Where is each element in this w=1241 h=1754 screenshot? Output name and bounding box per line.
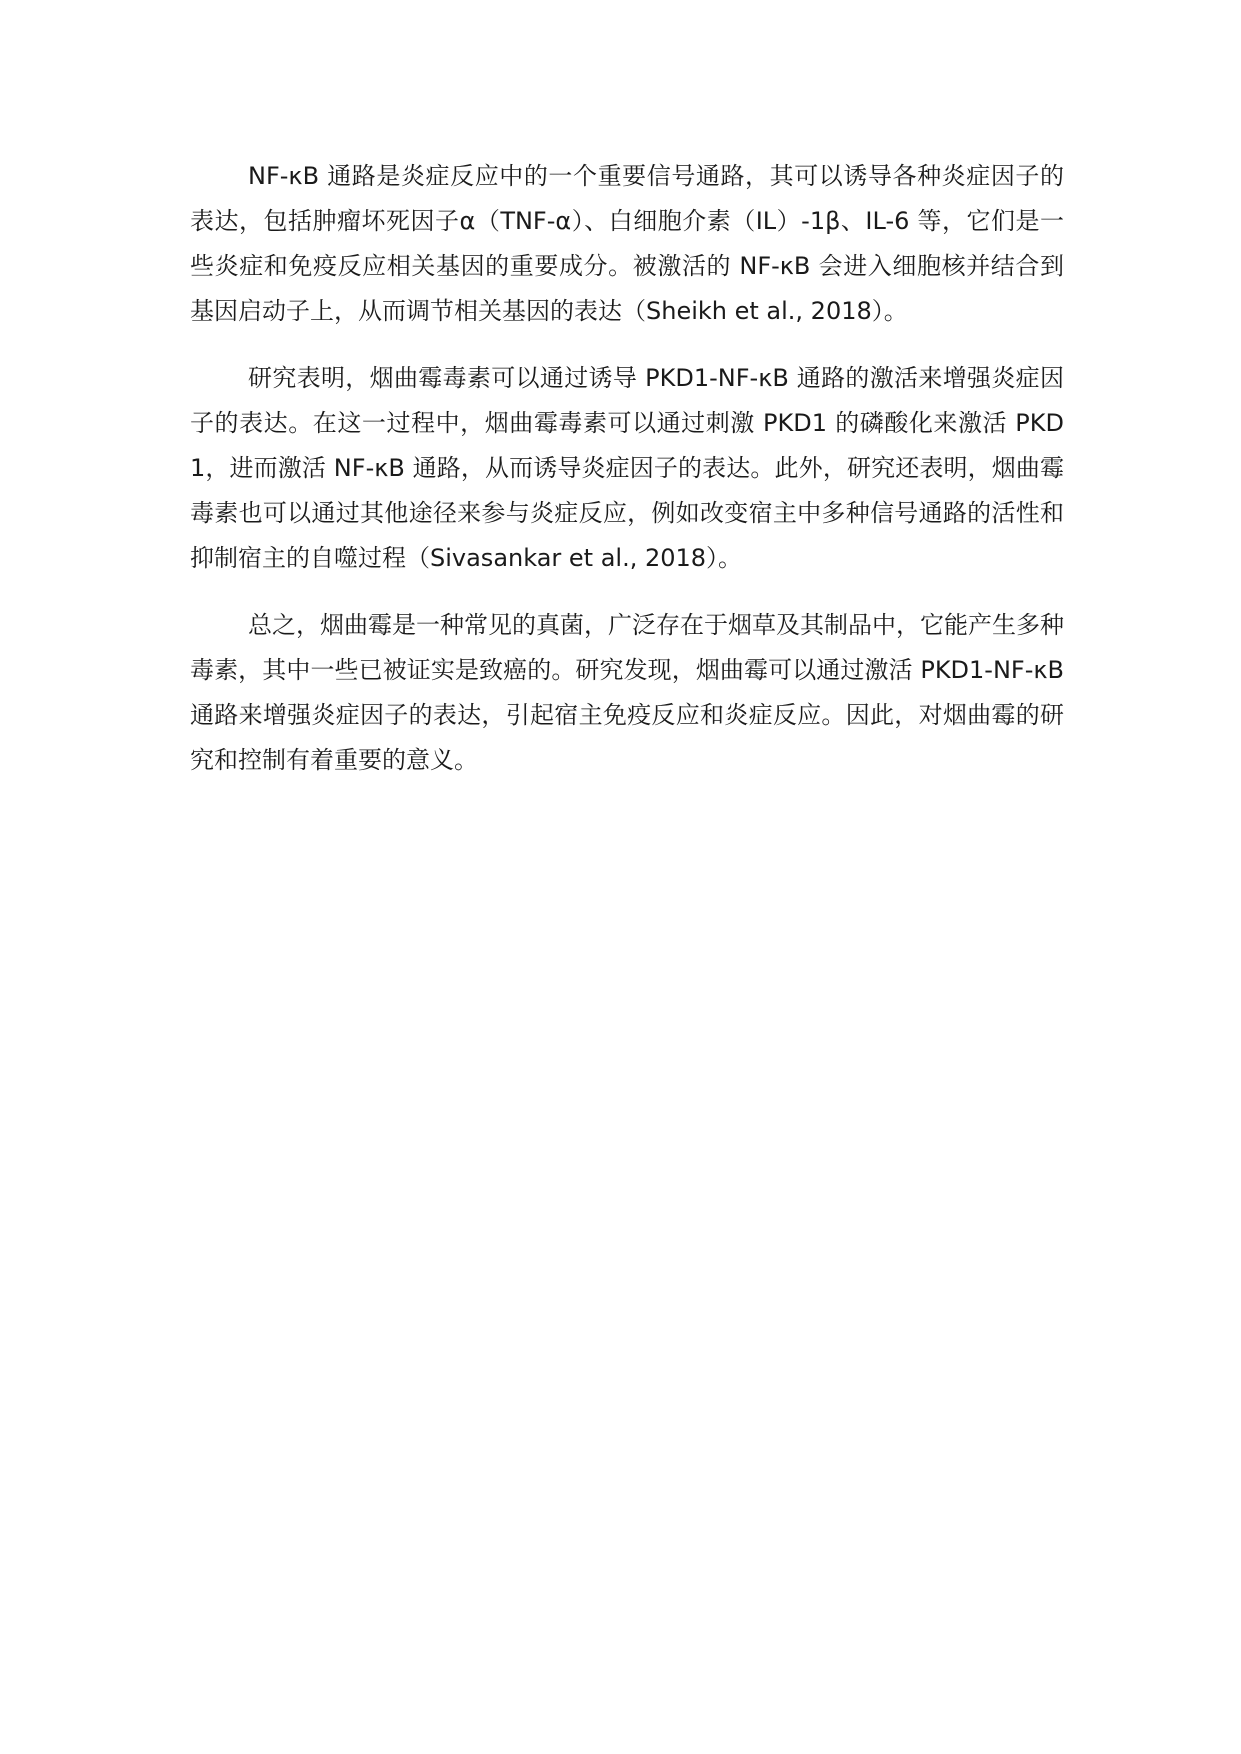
paragraph-research-findings: 研究表明，烟曲霉毒素可以通过诱导 PKD1-NF-κB 通路的激活来增强炎症因子的表达。在这一过程中，烟曲霉毒素可以通过刺激 PKD1 的磷酸化来激活 PKD1，进而激活 NF-κB 通路，从而诱导炎症因子的表达。此外，研究还表明，烟曲霉毒素也可以通过其他途径来参与炎症反应，例如改变宿主中多种信号通路的活性和抑制宿主的自噬过程（Sivasankar et al., 2018）。: [190, 364, 1064, 572]
paragraph-conclusion: 总之，烟曲霉是一种常见的真菌，广泛存在于烟草及其制品中，它能产生多种毒素，其中一些已被证实是致癌的。研究发现，烟曲霉可以通过激活 PKD1-NF-κB 通路来增强炎症因子的表达，引起宿主免疫反应和炎症反应。因此，对烟曲霉的研究和控制有着重要的意义。: [190, 611, 1064, 774]
paragraph-nfkb-pathway: NF-κB 通路是炎症反应中的一个重要信号通路，其可以诱导各种炎症因子的表达，包括肿瘤坏死因子α（TNF-α）、白细胞介素（IL）-1β、IL-6 等，它们是一些炎症和免疫反应相关基因的重要成分。被激活的 NF-κB 会进入细胞核并结合到基因启动子上，从而调节相关基因的表达（Sheikh et al., 2018）。: [190, 162, 1064, 325]
document-body: [190, 154, 1064, 805]
